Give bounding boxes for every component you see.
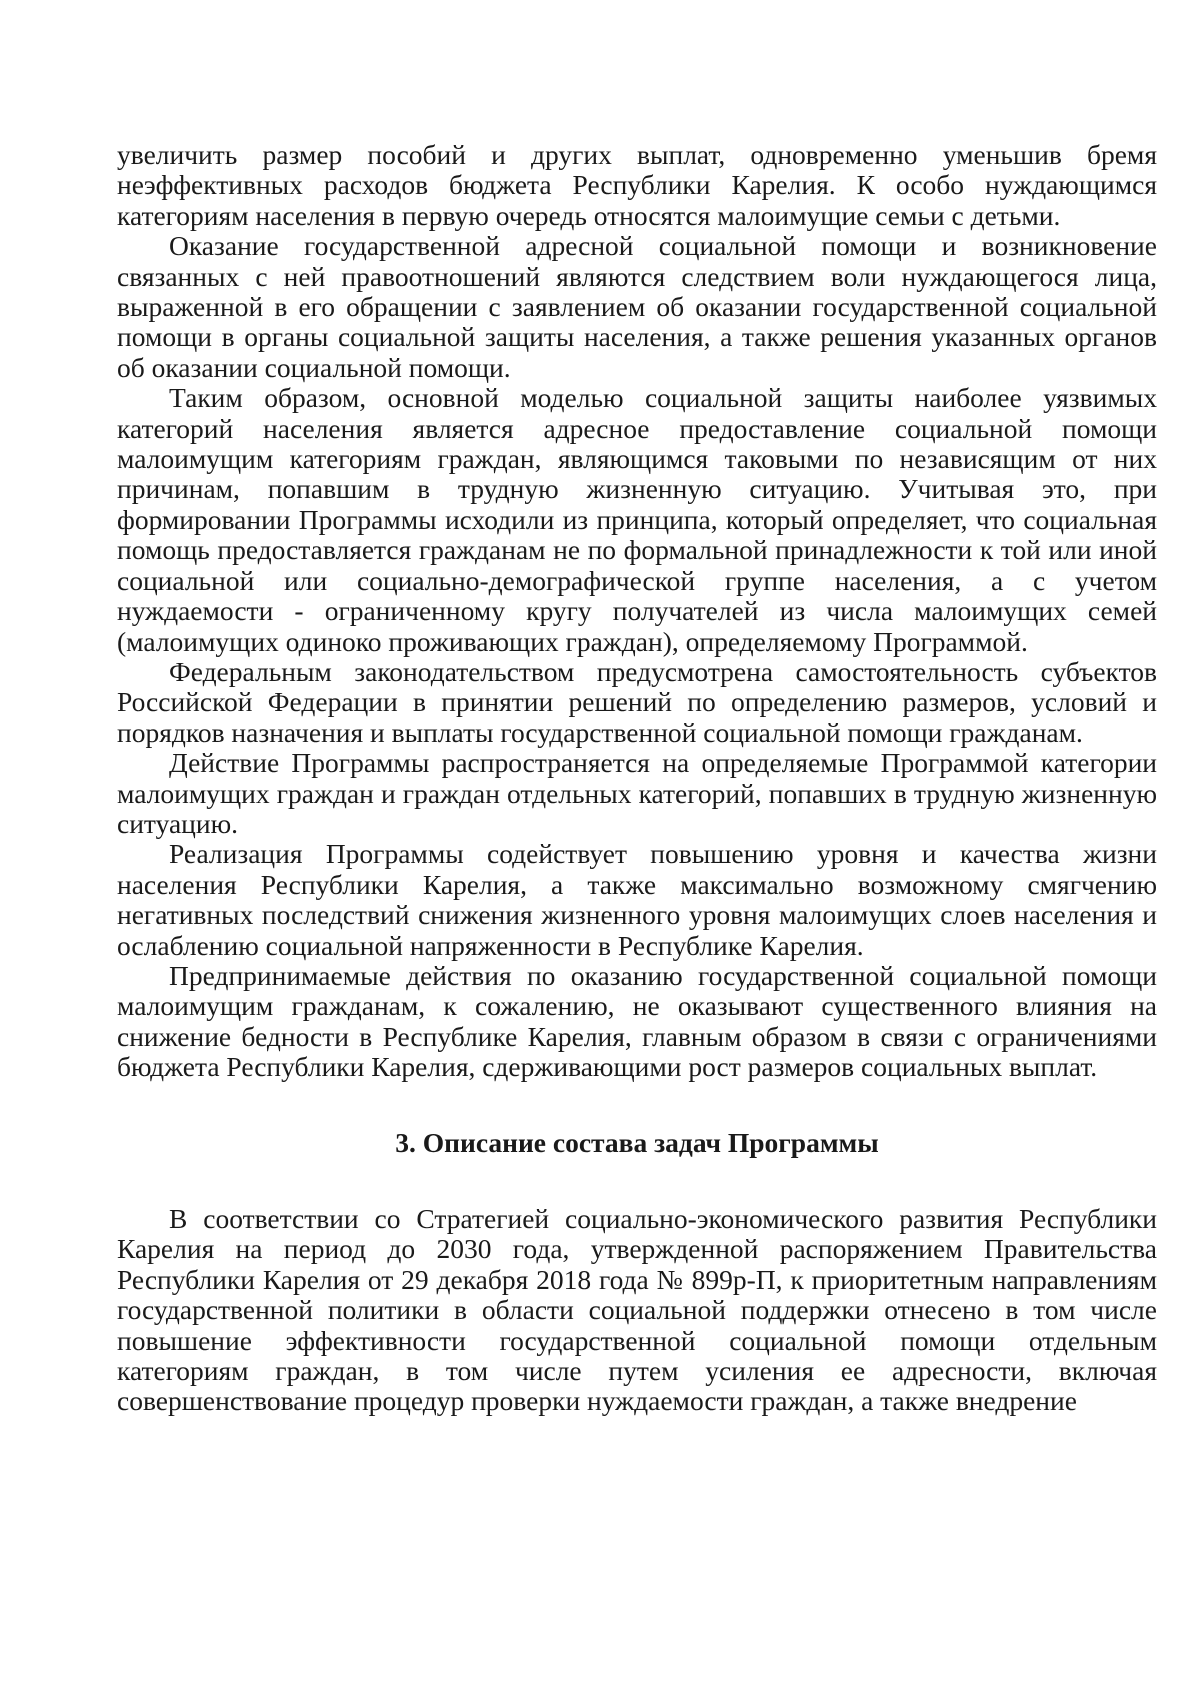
paragraph-8: В соответствии со Стратегией социально-экономического развития Республики Карелия на период до 2030 года, утвержденной распоряжением Правительства Республики Карелия от 29 декабря 2018 года № 899р-П, к приоритетным направлениям государственной политики в области социальной поддержки отнесено в том числе повышение эффективности государственной социальной помощи отдельным категориям граждан, в том числе путем усиления ее адресности, включая совершенствование процедур проверки нуждаемости граждан, а также внедрение <box>117 1203 1157 1417</box>
section-heading: 3. Описание состава задач Программы <box>395 1126 879 1158</box>
paragraph-6: Реализация Программы содействует повышению уровня и качества жизни населения Республики Карелия, а также максимально возможному смягчению негативных последствий снижения жизненного уровня малоимущих слоев населения и ослаблению социальной напряженности в Республике Карелия. <box>117 838 1157 961</box>
paragraph-5: Действие Программы распространяется на определяемые Программой категории малоимущих граждан и граждан отдельных категорий, попавших в трудную жизненную ситуацию. <box>117 747 1157 839</box>
paragraph-2: Оказание государственной адресной социальной помощи и возникновение связанных с ней правоотношений являются следствием воли нуждающегося лица, выраженной в его обращении с заявлением об оказании государственной социальной помощи в органы социальной защиты населения, а также решения указанных органов об оказании социальной помощи. <box>117 230 1157 383</box>
paragraph-3: Таким образом, основной моделью социальной защиты наиболее уязвимых категорий населения является адресное предоставление социальной помощи малоимущим категориям граждан, являющимся таковыми по независящим от них причинам, попавшим в трудную жизненную ситуацию. Учитывая это, при формировании Программы исходили из принципа, который определяет, что социальная помощь предоставляется гражданам не по формальной принадлежности к той или иной социальной или социально-демографической группе населения, а с учетом нуждаемости - ограниченному кругу получателей из числа малоимущих семей (малоимущих одиноко проживающих граждан), определяемому Программой. <box>117 382 1157 657</box>
paragraph-1: увеличить размер пособий и других выплат, одновременно уменьшив бремя неэффективных расходов бюджета Республики Карелия. К особо нуждающимся категориям населения в первую очередь относятся малоимущие семьи с детьми. <box>117 139 1157 231</box>
paragraph-4: Федеральным законодательством предусмотрена самостоятельность субъектов Российской Федерации в принятии решений по определению размеров, условий и порядков назначения и выплаты государственной социальной помощи гражданам. <box>117 655 1157 748</box>
paragraph-7: Предпринимаемые действия по оказанию государственной социальной помощи малоимущим гражданам, к сожалению, не оказывают существенного влияния на снижение бедности в Республике Карелия, главным образом в связи с ограничениями бюджета Республики Карелия, сдерживающими рост размеров социальных выплат. <box>117 959 1157 1083</box>
document-page <box>117 140 1157 1417</box>
